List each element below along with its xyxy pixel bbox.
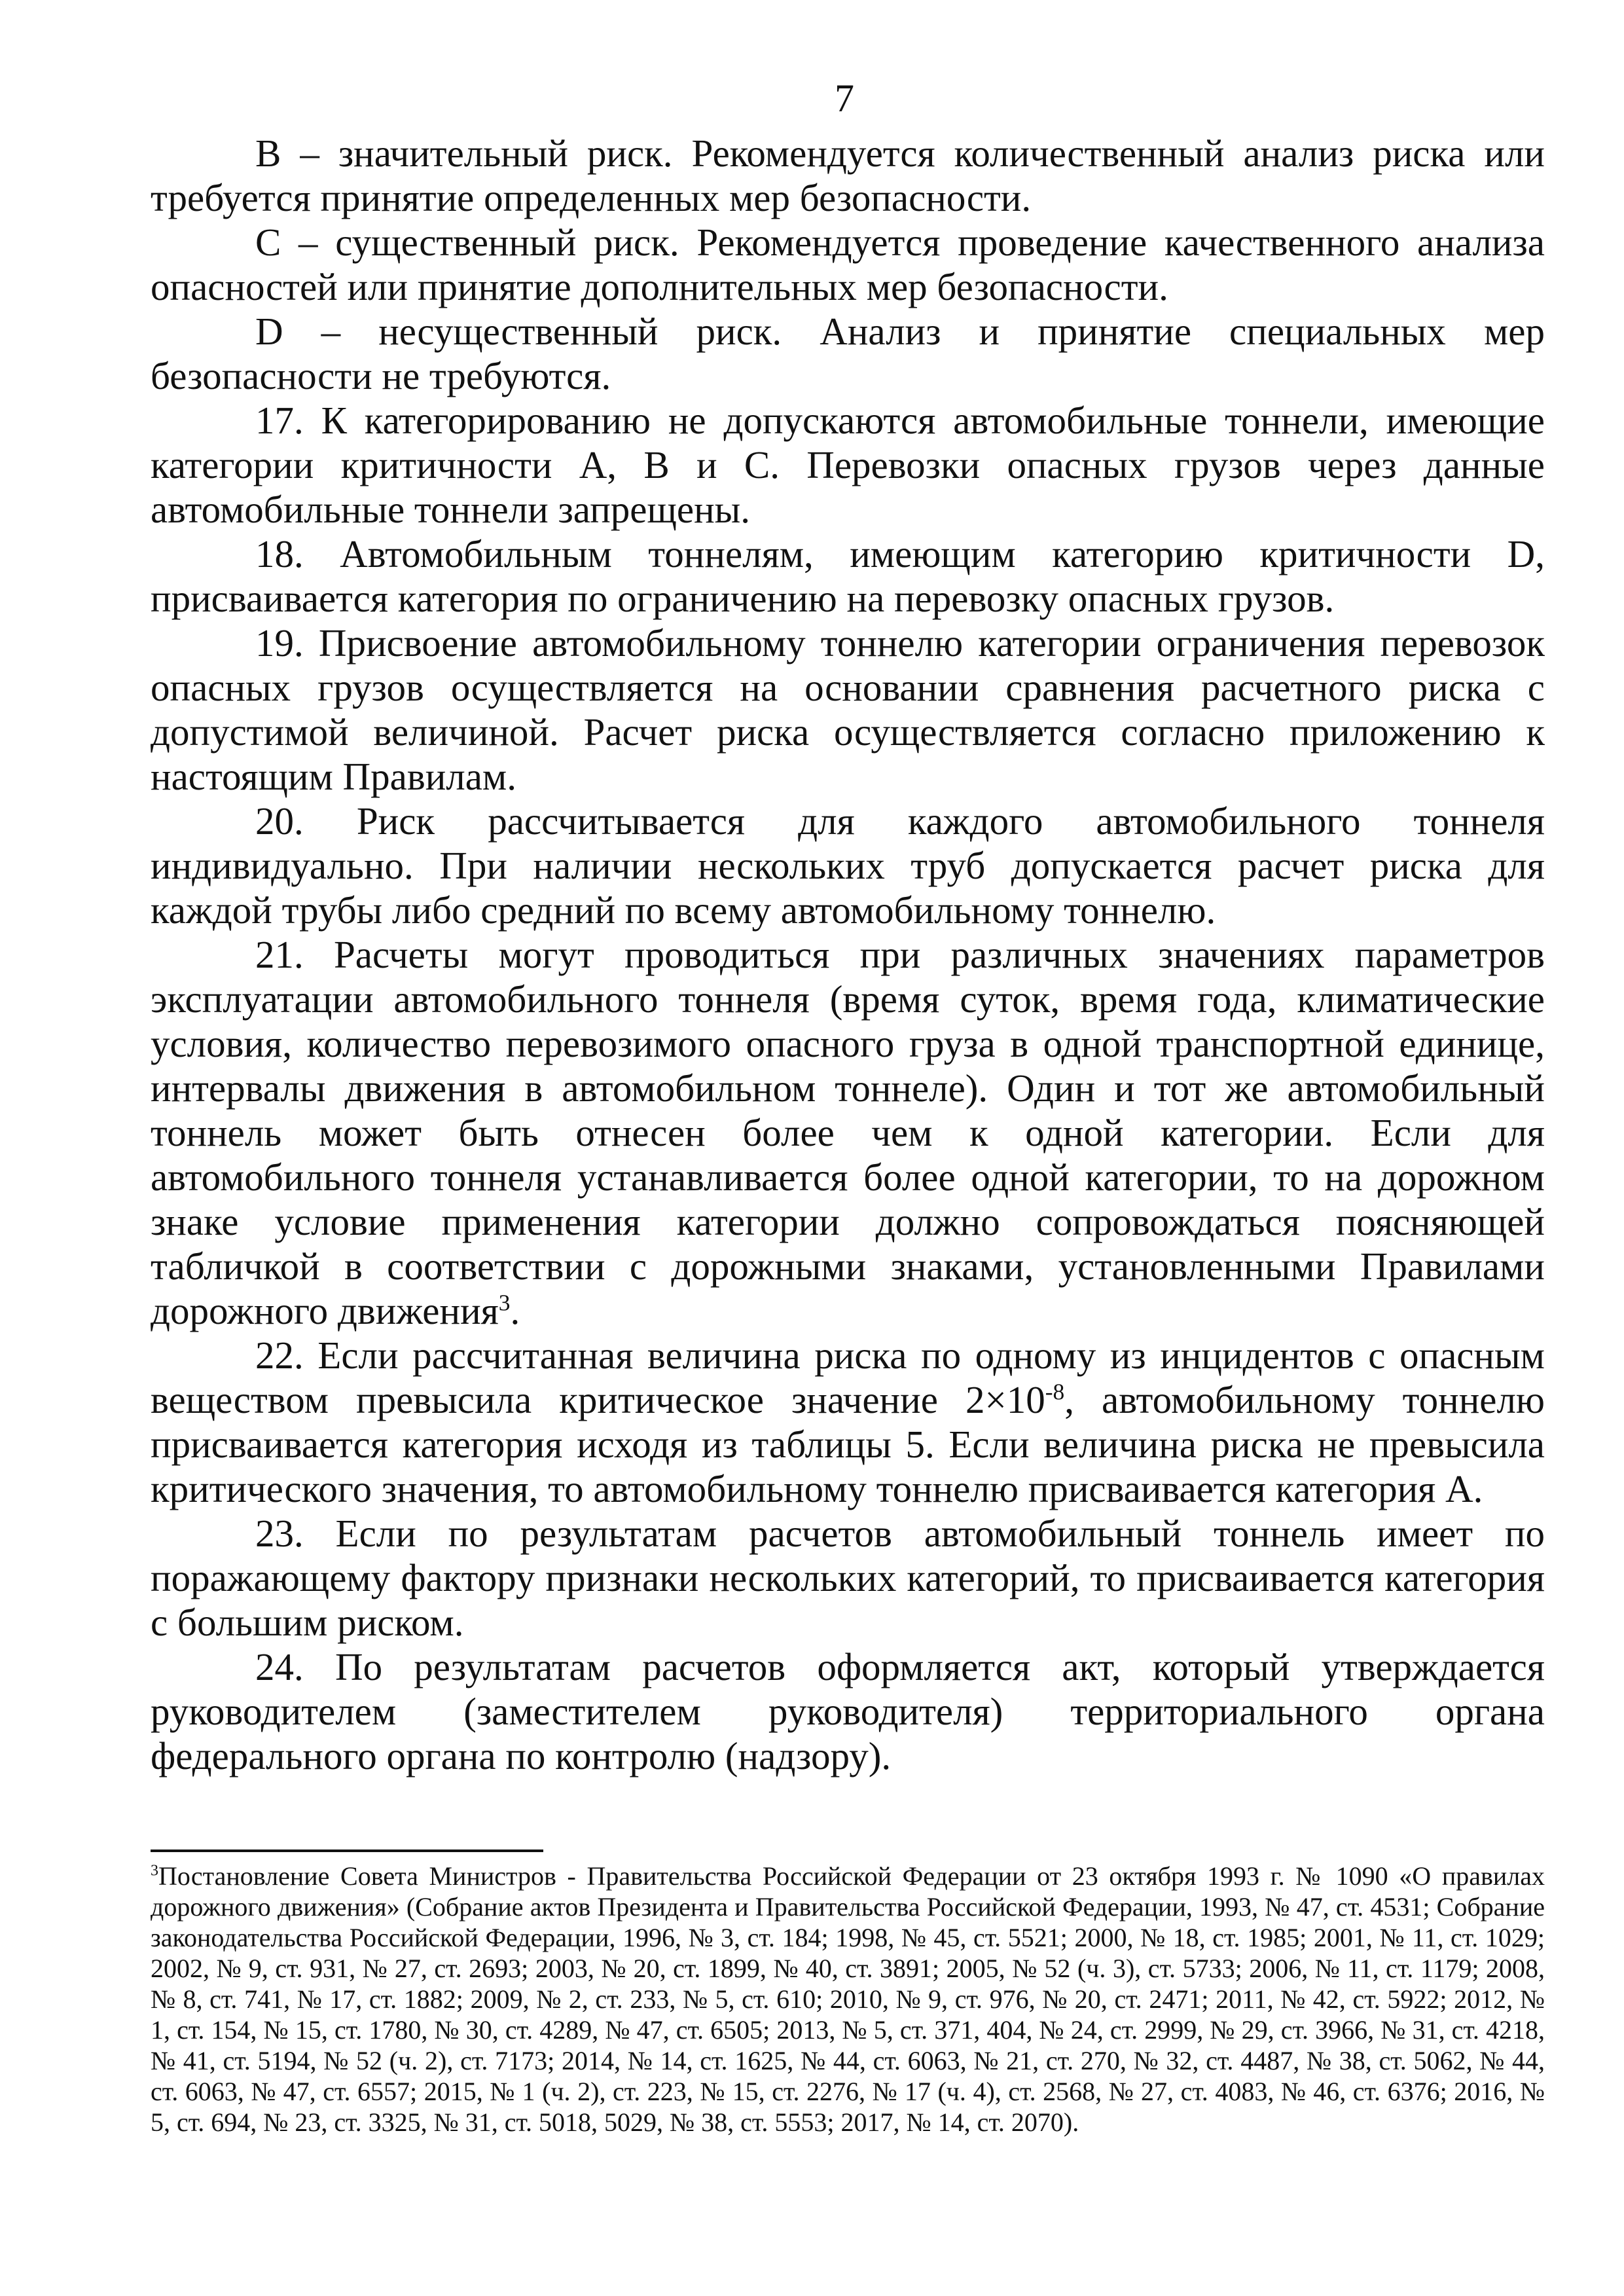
footnote-marker: 3 — [151, 1862, 158, 1880]
clause-22-after: , автомобильному тоннелю присваивается категория исходя из таблицы 5. Если величина риска не превысила критического значения, то автомобильному тоннелю присваивается категория А. — [151, 1378, 1545, 1510]
clause-21 — [151, 932, 1545, 1333]
footnote-reference: 3 — [498, 1289, 511, 1316]
clause-21-tail: . — [510, 1289, 520, 1332]
footnote-text-block — [151, 1861, 1545, 2138]
clause-22-exponent: -8 — [1045, 1378, 1065, 1405]
paragraph-risk-d: D – несущественный риск. Анализ и принятие специальных мер безопасности не требуются. — [151, 310, 1545, 397]
paragraph-risk-c: С – существенный риск. Рекомендуется проведение качественного анализа опасностей или принятие дополнительных мер безопасности. — [151, 221, 1545, 308]
footnote-divider — [151, 1850, 543, 1852]
page-number: 7 — [835, 77, 854, 120]
clause-19: 19. Присвоение автомобильному тоннелю категории ограничения перевозок опасных грузов осуществляется на основании сравнения расчетного риска с допустимой величиной. Расчет риска осуществляется согласно приложению к настоящим Правилам. — [151, 621, 1545, 798]
clause-20: 20. Риск рассчитывается для каждого автомобильного тоннеля индивидуально. При наличии нескольких труб допускается расчет риска для каждой трубы либо средний по всему автомобильному тоннелю. — [151, 799, 1545, 932]
clause-23: 23. Если по результатам расчетов автомобильный тоннель имеет по поражающему фактору признаки нескольких категорий, то присваивается категория с большим риском. — [151, 1512, 1545, 1644]
clause-18: 18. Автомобильным тоннелям, имеющим категорию критичности D, присваивается категория по ограничению на перевозку опасных грузов. — [151, 532, 1545, 620]
footnote — [151, 1861, 1545, 2138]
document-body — [151, 131, 1545, 1778]
clause-21-text: 21. Расчеты могут проводиться при различных значениях параметров эксплуатации автомобильного тоннеля (время суток, время года, климатические условия, количество перевозимого опасного груза в одной транспортной единице, интервалы движения в автомобильном тоннеле). Один и тот же автомобильный тоннель может быть отнесен более чем к одной категории. Если для автомобильного тоннеля устанавливается более одной категории, то на дорожном знаке условие применения категории должно сопровождаться поясняющей табличкой в соответствии с дорожными знаками, установленными Правилами дорожного движения — [151, 933, 1545, 1332]
clause-24: 24. По результатам расчетов оформляется акт, который утверждается руководителем (заместителем руководителя) территориального органа федерального органа по контролю (надзору). — [151, 1645, 1545, 1777]
clause-22 — [151, 1333, 1545, 1511]
clause-22-before: 22. Если рассчитанная величина риска по одному из инцидентов с опасным веществом превысила критическое значение 2×10 — [151, 1334, 1545, 1421]
clause-17: 17. К категорированию не допускаются автомобильные тоннели, имеющие категории критичности А, В и С. Перевозки опасных грузов через данные автомобильные тоннели запрещены. — [151, 399, 1545, 531]
footnote-text: Постановление Совета Министров - Правительства Российской Федерации от 23 октября 1993 г. № 1090 «О правилах дорожного движения» (Собрание актов Президента и Правительства Российской Федерации, 1993, № 47, ст. 4531; Собрание законодательства Российской Федерации, 1996, № 3, ст. 184; 1998, № 45, ст. 5521; 2000, № 18, ст. 1985; 2001, № 11, ст. 1029; 2002, № 9, ст. 931, № 27, ст. 2693; 2003, № 20, ст. 1899, № 40, ст. 3891; 2005, № 52 (ч. 3), ст. 5733; 2006, № 11, ст. 1179; 2008, № 8, ст. 741, № 17, ст. 1882; 2009, № 2, ст. 233, № 5, ст. 610; 2010, № 9, ст. 976, № 20, ст. 2471; 2011, № 42, ст. 5922; 2012, № 1, ст. 154, № 15, ст. 1780, № 30, ст. 4289, № 47, ст. 6505; 2013, № 5, ст. 371, 404, № 24, ст. 2999, № 29, ст. 3966, № 31, ст. 4218, № 41, ст. 5194, № 52 (ч. 2), ст. 7173; 2014, № 14, ст. 1625, № 44, ст. 6063, № 21, ст. 270, № 32, ст. 4487, № 38, ст. 5062, № 44, ст. 6063, № 47, ст. 6557; 2015, № 1 (ч. 2), ст. 223, № 15, ст. 2276, № 17 (ч. 4), ст. 2568, № 27, ст. 4083, № 46, ст. 6376; 2016, № 5, ст. 694, № 23, ст. 3325, № 31, ст. 5018, 5029, № 38, ст. 5553; 2017, № 14, ст. 2070). — [151, 1861, 1545, 2137]
paragraph-risk-b: В – значительный риск. Рекомендуется количественный анализ риска или требуется принятие определенных мер безопасности. — [151, 132, 1545, 219]
